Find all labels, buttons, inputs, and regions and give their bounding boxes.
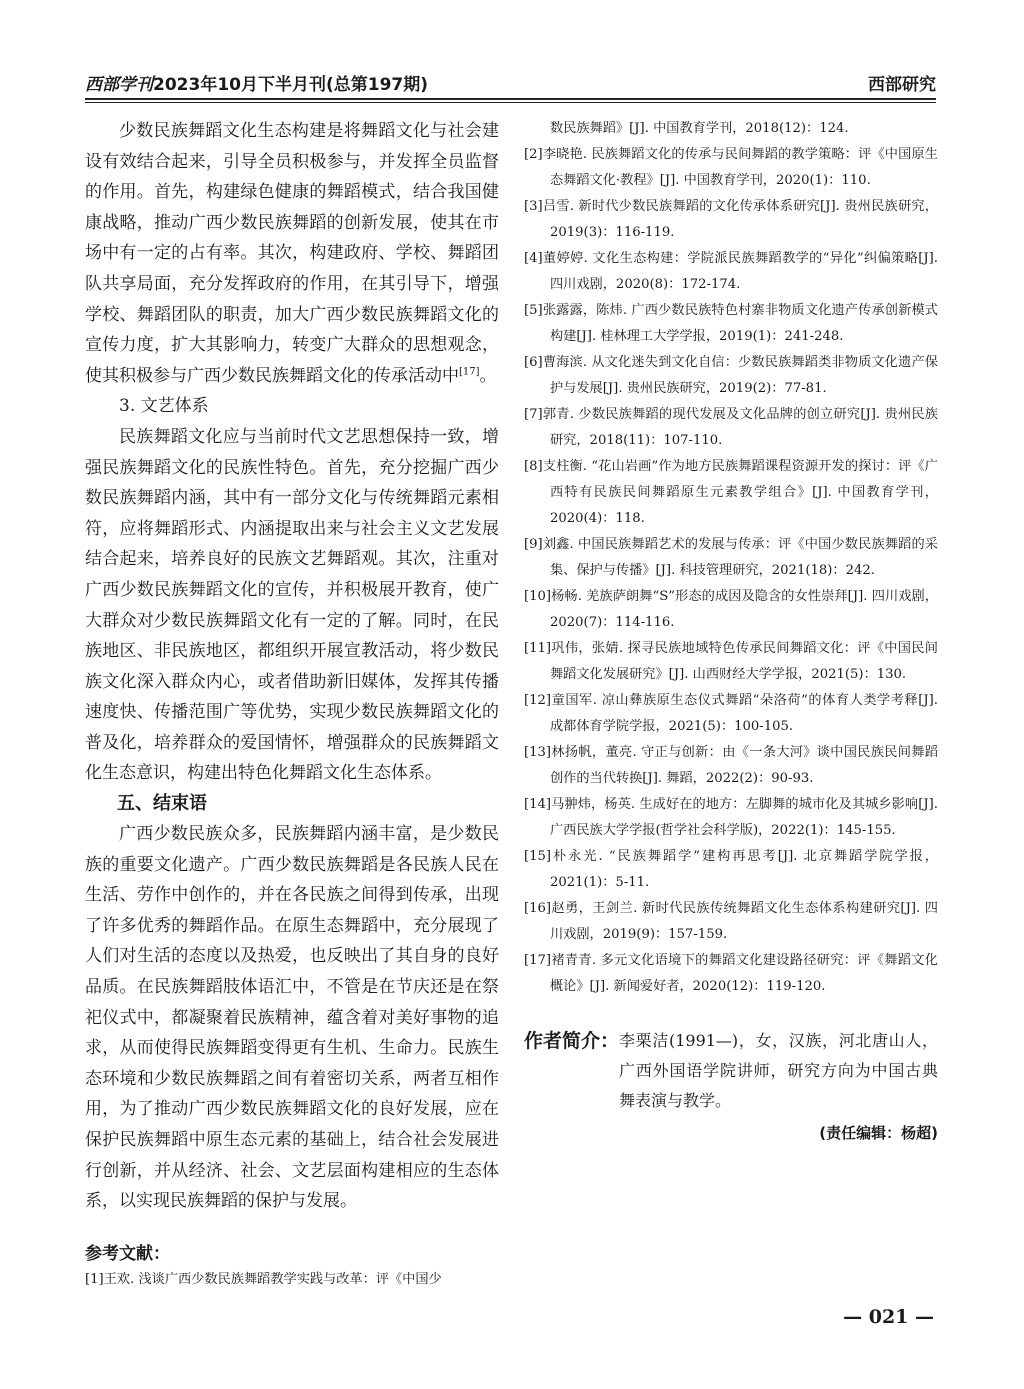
page-number: — 021 — bbox=[843, 1306, 934, 1328]
journal-logo: 西部学刊 bbox=[85, 75, 153, 95]
reference-item: [13]林扬帆，董亮. 守正与创新：由《一条大河》谈中国民族民间舞蹈创作的当代转换[J]. 舞蹈，2022(2)：90-93. bbox=[524, 745, 938, 786]
reference-item: [17]褚青青. 多元文化语境下的舞蹈文化建设路径研究：评《舞蹈文化概论》[J]. 新闻爱好者，2020(12)：119-120. bbox=[524, 953, 938, 994]
author-bio bbox=[524, 1026, 938, 1116]
paragraph-text: 少数民族舞蹈文化生态构建是将舞蹈文化与社会建设有效结合起来，引导全员积极参与，并发挥全员监督的作用。首先，构建绿色健康的舞蹈模式，结合我国健康战略，推动广西少数民族舞蹈的创新发展，使其在市场中有一定的占有率。其次，构建政府、学校、舞蹈团队共享局面，充分发挥政府的作用，在其引导下，增强学校、舞蹈团队的职责，加大广西少数民族舞蹈文化的宣传力度，扩大其影响力，转变广大群众的思想观念，使其积极参与广西少数民族舞蹈文化的传承活动中 bbox=[85, 121, 499, 386]
author-bio-text: 李栗洁(1991—)，女，汉族，河北唐山人，广西外国语学院讲师，研究方向为中国古典舞表演与教学。 bbox=[619, 1031, 938, 1110]
header-rule bbox=[85, 98, 936, 100]
author-bio-label: 作者简介： bbox=[524, 1030, 620, 1052]
section-heading-conclusion: 五、结束语 bbox=[117, 793, 207, 815]
citation-marker: [17] bbox=[459, 366, 480, 378]
reference-item: [16]赵勇，王剑兰. 新时代民族传统舞蹈文化生态体系构建研究[J]. 四川戏剧，2019(9)：157-159. bbox=[524, 901, 938, 942]
reference-item: [5]张露露，陈炜. 广西少数民族特色村寨非物质文化遗产传承创新模式构建[J]. 桂林理工大学学报，2019(1)：241-248. bbox=[524, 303, 938, 344]
paragraph-ecology-construction bbox=[85, 116, 499, 391]
reference-item: [9]刘鑫. 中国民族舞蹈艺术的发展与传承：评《中国少数民族舞蹈的采集、保护与传播》[J]. 科技管理研究，2021(18)：242. bbox=[524, 537, 938, 578]
reference-item: [7]郭青. 少数民族舞蹈的现代发展及文化品牌的创立研究[J]. 贵州民族研究，2018(11)：107-110. bbox=[524, 407, 938, 448]
paragraph-end: 。 bbox=[479, 365, 497, 386]
reference-item: [8]支柱衡. “花山岩画”作为地方民族舞蹈课程资源开发的探讨：评《广西特有民族民间舞蹈原生元素教学组合》[J]. 中国教育学刊，2020(4)：118. bbox=[524, 459, 938, 526]
reference-item: [6]曹海滨. 从文化迷失到文化自信：少数民族舞蹈类非物质文化遗产保护与发展[J]. 贵州民族研究，2019(2)：77-81. bbox=[524, 355, 938, 396]
reference-item: [10]杨畅. 羌族萨朗舞“S”形态的成因及隐含的女性崇拜[J]. 四川戏剧，2020(7)：114-116. bbox=[524, 589, 938, 630]
left-column bbox=[85, 116, 499, 1293]
journal-issue bbox=[85, 70, 428, 95]
right-column bbox=[524, 116, 938, 1143]
paragraph-conclusion: 广西少数民族众多，民族舞蹈内涵丰富，是少数民族的重要文化遗产。广西少数民族舞蹈是各民族人民在生活、劳作中创作的，并在各民族之间得到传承，出现了许多优秀的舞蹈作品。在原生态舞蹈中，充分展现了人们对生活的态度以及热爱，也反映出了其自身的良好品质。在民族舞蹈肢体语汇中，不管是在节庆还是在祭祀仪式中，都凝聚着民族精神，蕴含着对美好事物的追求，从而使得民族舞蹈变得更有生机、生命力。民族生态环境和少数民族舞蹈之间有着密切关系，两者互相作用，为了推动广西少数民族舞蹈文化的良好发展，应在保护民族舞蹈中原生态元素的基础上，结合社会发展进行创新，并从经济、社会、文艺层面构建相应的生态体系，以实现民族舞蹈的保护与发展。 bbox=[85, 824, 499, 1212]
reference-item: [15]朴永光. “民族舞蹈学”建构再思考[J]. 北京舞蹈学院学报，2021(1)：5-11. bbox=[524, 849, 938, 890]
subheading-arts-system: 3. 文艺体系 bbox=[119, 396, 209, 417]
paragraph-arts-system: 民族舞蹈文化应与当前时代文艺思想保持一致，增强民族舞蹈文化的民族性特色。首先，充分挖掘广西少数民族舞蹈内涵，其中有一部分文化与传统舞蹈元素相符，应将舞蹈形式、内涵提取出来与社会主义文艺发展结合起来，培养良好的民族文艺舞蹈观。其次，注重对广西少数民族舞蹈文化的宣传，并积极展开教育，使广大群众对少数民族舞蹈文化有一定的了解。同时，在民族地区、非民族地区，都组织开展宣教活动，将少数民族文化深入群众内心，或者借助新旧媒体，发挥其传播速度快、传播范围广等优势，实现少数民族舞蹈文化的普及化，培养群众的爱国情怀，增强群众的民族舞蹈文化生态意识，构建出特色化舞蹈文化生态体系。 bbox=[85, 426, 499, 784]
reference-item: [14]马翀炜，杨英. 生成好在的地方：左脚舞的城市化及其城乡影响[J]. 广西民族大学学报(哲学社会科学版)，2022(1)：145-155. bbox=[524, 797, 938, 838]
reference-item: [3]吕雪. 新时代少数民族舞蹈的文化传承体系研究[J]. 贵州民族研究，2019(3)：116-119. bbox=[524, 199, 938, 240]
reference-item: [12]童国军. 凉山彝族原生态仪式舞蹈“朵洛荷”的体育人类学考释[J]. 成都体育学院学报，2021(5)：100-105. bbox=[524, 693, 938, 734]
references-title: 参考文献： bbox=[85, 1243, 170, 1264]
reference-item: [11]巩伟，张婧. 探寻民族地域特色传承民间舞蹈文化：评《中国民间舞蹈文化发展研究》[J]. 山西财经大学学报，2021(5)：130. bbox=[524, 641, 938, 682]
reference-item: [1]王欢. 浅谈广西少数民族舞蹈教学实践与改革：评《中国少 bbox=[85, 1271, 442, 1287]
header-rule-thin bbox=[85, 102, 936, 103]
responsible-editor: (责任编辑：杨超) bbox=[819, 1124, 938, 1142]
page-header bbox=[85, 68, 936, 100]
section-name: 西部研究 bbox=[868, 75, 936, 95]
reference-item: [4]董婷婷. 文化生态构建：学院派民族舞蹈教学的“异化”纠偏策略[J]. 四川戏剧，2020(8)：172-174. bbox=[524, 251, 938, 292]
reference-item-continued: 数民族舞蹈》[J]. 中国教育学刊，2018(12)：124. bbox=[550, 121, 849, 136]
issue-label: 2023年10月下半月刊(总第197期) bbox=[153, 75, 428, 95]
reference-item: [2]李晓艳. 民族舞蹈文化的传承与民间舞蹈的教学策略：评《中国原生态舞蹈文化·教程》[J]. 中国教育学刊，2020(1)：110. bbox=[524, 147, 938, 188]
